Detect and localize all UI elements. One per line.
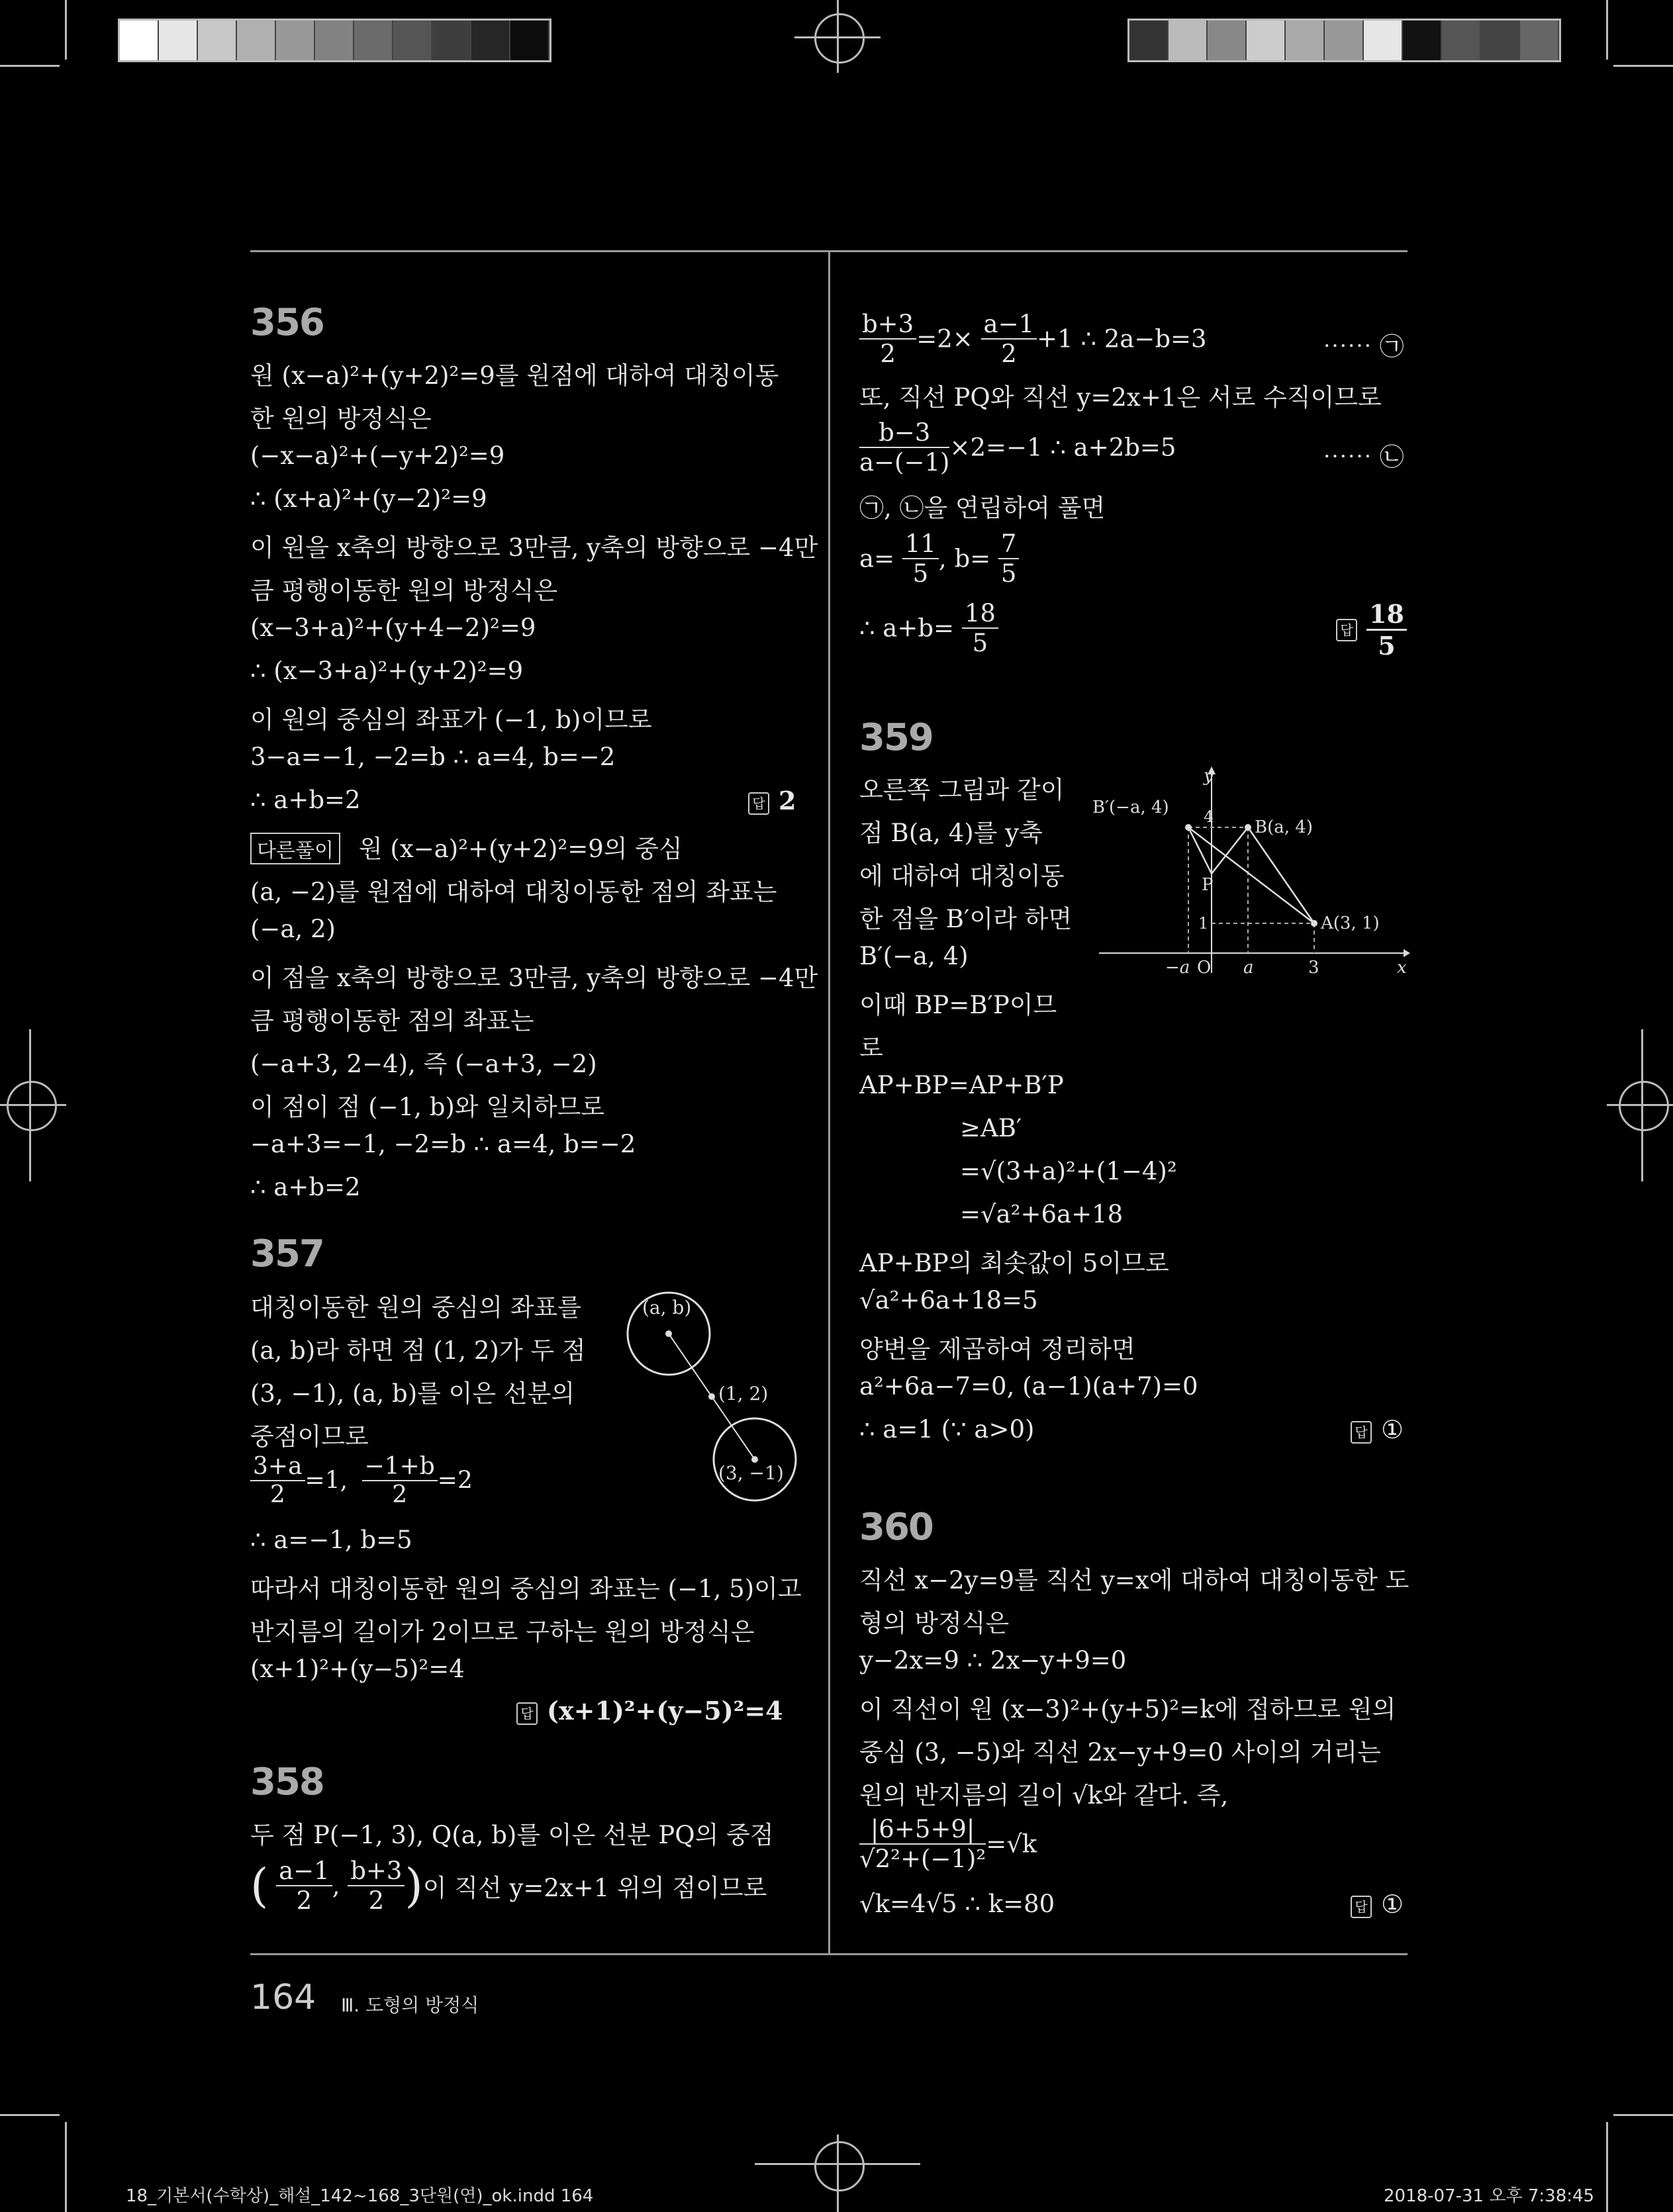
frac-end: =2 — [437, 1467, 473, 1495]
registration-mark-icon — [814, 13, 865, 64]
equation-mark: ⋯⋯ ㉡ — [1323, 443, 1404, 471]
frac-num: 11 — [902, 530, 939, 559]
frac-den: a−(−1) — [859, 448, 950, 477]
point-a — [1311, 920, 1317, 927]
text-line: (3, −1), (a, b)를 이은 선분의 — [250, 1379, 575, 1408]
text-line: 로 — [859, 1034, 883, 1062]
frac-num: |6+5+9| — [859, 1815, 986, 1845]
text-line: 원의 반지름의 길이 √k와 같다. 즉, — [859, 1781, 1229, 1810]
label-center-ab: (a, b) — [642, 1297, 692, 1318]
text-line: −a+3=−1, −2=b ∴ a=4, b=−2 — [250, 1130, 636, 1158]
registration-mark-icon — [1619, 1081, 1669, 1131]
text-line: y−2x=9 ∴ 2x−y+9=0 — [859, 1646, 1127, 1675]
label-p: P — [1202, 875, 1214, 895]
label-midpoint: (1, 2) — [718, 1383, 769, 1405]
answer-tag: 답 — [1351, 1421, 1372, 1444]
equation-358-2 — [859, 418, 1176, 477]
text-line: ∴ (x−3+a)²+(y+2)²=9 — [250, 657, 524, 685]
segment-b-prime-p — [1188, 827, 1212, 874]
sum-label: ∴ a+b= — [859, 614, 955, 643]
crop-mark — [1613, 65, 1673, 67]
label-one: 1 — [1198, 914, 1209, 933]
column-divider — [828, 252, 830, 1953]
label-b: B(a, 4) — [1255, 817, 1313, 837]
chapter-title: Ⅲ. 도형의 방정식 — [341, 1994, 479, 2016]
crop-mark — [755, 2163, 920, 2165]
frac-num: a−1 — [981, 310, 1037, 340]
text-line: 중심 (3, −5)와 직선 2x−y+9=0 사이의 거리는 — [859, 1738, 1381, 1767]
label-center-3-1: (3, −1) — [718, 1462, 784, 1484]
label-a: A(3, 1) — [1321, 913, 1380, 933]
crop-mark — [1606, 2122, 1608, 2212]
eq-mid: =2× — [916, 324, 973, 353]
timestamp: 2018-07-31 오후 7:38:45 — [1384, 2186, 1595, 2206]
crop-mark — [794, 36, 881, 38]
text-line: √a²+6a+18=5 — [859, 1286, 1038, 1314]
text-line: 직선 x−2y=9를 직선 y=x에 대하여 대칭이동한 도 — [859, 1566, 1410, 1594]
text-line: √k=4√5 ∴ k=80 — [859, 1890, 1055, 1918]
text-line: 에 대하여 대칭이동 — [859, 862, 1065, 890]
equation-line: AP+BP=AP+B′P — [859, 1071, 1064, 1099]
text-line: ㉠, ㉡을 연립하여 풀면 — [859, 494, 1106, 522]
fraction-equation-357 — [250, 1453, 473, 1508]
answer-357 — [516, 1696, 783, 1726]
frac-num: −1+b — [362, 1453, 438, 1481]
eq-tail: +1 ∴ 2a−b=3 — [1037, 324, 1207, 353]
grayscale-bar-right — [1127, 19, 1561, 62]
frac-den: 2 — [296, 1886, 312, 1915]
text-line: (x+1)²+(y−5)²=4 — [250, 1655, 465, 1683]
label-neg-a: −a — [1165, 958, 1190, 978]
segment-b-a — [1248, 827, 1314, 923]
center-point — [665, 1330, 672, 1337]
problem-number-359: 359 — [859, 716, 933, 759]
answer-value: 2 — [779, 786, 796, 815]
text-line: B′(−a, 4) — [859, 942, 969, 970]
alt-solution-line — [250, 829, 683, 864]
text-line: 따라서 대칭이동한 원의 중심의 좌표는 (−1, 5)이고 — [250, 1575, 802, 1603]
text-line: 한 점을 B′이라 하면 — [859, 905, 1073, 933]
grayscale-bar-left — [118, 19, 551, 62]
crop-mark — [0, 65, 60, 67]
frac-tail: =√k — [986, 1829, 1037, 1859]
label-origin: O — [1197, 958, 1212, 978]
text-line: AP+BP의 최솟값이 5이므로 — [859, 1249, 1169, 1277]
equation-line: =√a²+6a+18 — [960, 1200, 1123, 1228]
sol-b: , b= — [938, 544, 991, 573]
x-axis-label: x — [1397, 958, 1407, 978]
answer-den: 5 — [1378, 631, 1396, 661]
registration-mark-icon — [814, 2141, 865, 2191]
answer-359 — [1351, 1415, 1404, 1444]
text-line: 이 직선이 원 (x−3)²+(y+5)²=k에 접하므로 원의 — [859, 1695, 1396, 1724]
frac-mid: =1, — [305, 1467, 348, 1495]
label-four: 4 — [1204, 807, 1214, 826]
text-line: ∴ a=1 (∵ a>0) — [859, 1415, 1035, 1444]
text-line: a²+6a−7=0, (a−1)(a+7)=0 — [859, 1372, 1198, 1401]
text-line: 대칭이동한 원의 중심의 좌표를 — [250, 1293, 581, 1322]
text-line: 두 점 P(−1, 3), Q(a, b)를 이은 선분 PQ의 중점 — [250, 1821, 774, 1849]
text-line: 중점이므로 — [250, 1422, 369, 1451]
text-line: 큼 평행이동한 점의 좌표는 — [250, 1007, 534, 1035]
text-line: 이 점을 x축의 방향으로 3만큼, y축의 방향으로 −4만 — [250, 964, 818, 992]
text-line: 원 (x−a)²+(y+2)²=9의 중심 — [358, 835, 683, 863]
answer-tag: 답 — [1336, 619, 1357, 641]
text-line: 양변을 제곱하여 정리하면 — [859, 1335, 1135, 1363]
frac-den: 2 — [368, 1886, 385, 1915]
sum-358 — [859, 599, 998, 657]
frac-num: 3+a — [250, 1453, 305, 1481]
coordinate-figure-359 — [1092, 761, 1410, 980]
frac-num: 18 — [962, 599, 998, 629]
frac-den: 2 — [392, 1481, 408, 1508]
problem-number-356: 356 — [250, 301, 324, 344]
text-line: 3−a=−1, −2=b ∴ a=4, b=−2 — [250, 743, 616, 771]
text-line: 이때 BP=B′P이므 — [859, 991, 1057, 1019]
solution-358 — [859, 530, 1019, 588]
text-line: 점 B(a, 4)를 y축 — [859, 819, 1043, 847]
registration-mark-icon — [7, 1081, 57, 1131]
y-axis-label: y — [1204, 766, 1214, 786]
answer-value: (x+1)²+(y−5)²=4 — [547, 1696, 783, 1726]
text-line: 이 점이 점 (−1, b)와 일치하므로 — [250, 1093, 605, 1121]
answer-value: ① — [1381, 1415, 1404, 1444]
sol-a: a= — [859, 544, 895, 573]
text-line: 원 (x−a)²+(y+2)²=9를 원점에 대하여 대칭이동 — [250, 361, 779, 390]
equation-mark: ⋯⋯ ㉠ — [1323, 332, 1404, 361]
circle-figure-357 — [616, 1284, 801, 1509]
midpoint-expression: ( $\frac{a-1}{2}$ , $\frac{b+3}{2}$ )이 직선 y=2x+1 위의 점이므로 — [250, 1857, 767, 1915]
answer-tag: 답 — [516, 1702, 538, 1725]
text-line: 또, 직선 PQ와 직선 y=2x+1은 서로 수직이므로 — [859, 383, 1382, 412]
text-line: (a, −2)를 원점에 대하여 대칭이동한 점의 좌표는 — [250, 878, 777, 906]
text-line: (a, b)라 하면 점 (1, 2)가 두 점 — [250, 1336, 586, 1365]
frac-num: b+3 — [859, 310, 916, 340]
crop-mark — [65, 2122, 67, 2212]
text-line: 반지름의 길이가 2이므로 구하는 원의 방정식은 — [250, 1618, 755, 1646]
text-line: 이 원의 중심의 좌표가 (−1, b)이므로 — [250, 706, 652, 734]
answer-356 — [748, 786, 796, 815]
text-line: ∴ (x+a)²+(y−2)²=9 — [250, 484, 487, 513]
crop-mark — [1613, 2114, 1673, 2116]
frac-den: 2 — [1001, 340, 1017, 368]
answer-360 — [1351, 1890, 1404, 1919]
crop-mark — [0, 1104, 66, 1106]
text-line: (−a, 2) — [250, 915, 336, 943]
frac-num: a−1 — [276, 1857, 332, 1886]
text-line: 이 원을 x축의 방향으로 3만큼, y축의 방향으로 −4만 — [250, 533, 818, 562]
text-line: (−a+3, 2−4), 즉 (−a+3, −2) — [250, 1050, 597, 1078]
page-number: 164 — [250, 1978, 316, 2017]
text-line: ∴ a+b=2 — [250, 1173, 361, 1201]
answer-358 — [1336, 599, 1407, 661]
text-line: (−x−a)²+(−y+2)²=9 — [250, 441, 505, 470]
frac-den: 5 — [912, 559, 929, 588]
problem-number-357: 357 — [250, 1232, 324, 1275]
frac-den: 5 — [1000, 559, 1017, 588]
frac-num: b−3 — [859, 418, 949, 448]
midpoint — [708, 1393, 715, 1400]
frac-den: √2²+(−1)² — [859, 1845, 986, 1873]
point-b — [1245, 824, 1251, 831]
label-three: 3 — [1308, 958, 1319, 978]
problem-number-358: 358 — [250, 1761, 324, 1804]
x-axis-arrow-icon — [1404, 949, 1410, 957]
equation-358-1 — [859, 310, 1207, 368]
distance-fraction-360 — [859, 1815, 1037, 1873]
eq-tail: ×2=−1 ∴ a+2b=5 — [949, 433, 1176, 462]
answer-tag: 답 — [748, 792, 769, 815]
frac-den: 2 — [269, 1481, 285, 1508]
frac-num: b+3 — [348, 1857, 405, 1886]
text-line: ∴ a=−1, b=5 — [250, 1526, 412, 1554]
text-line: 큼 평행이동한 원의 방정식은 — [250, 576, 558, 605]
alt-solution-tag: 다른풀이 — [250, 833, 340, 864]
crop-mark — [837, 2135, 839, 2212]
answer-num: 18 — [1366, 599, 1407, 631]
text-line: 오른쪽 그림과 같이 — [859, 776, 1065, 804]
answer-value: ① — [1381, 1890, 1404, 1919]
point-b-prime — [1185, 824, 1192, 831]
text-line: 이 직선 y=2x+1 위의 점이므로 — [422, 1874, 767, 1902]
answer-tag: 답 — [1351, 1896, 1372, 1918]
frac-den: 2 — [880, 340, 896, 368]
equation-line: =√(3+a)²+(1−4)² — [960, 1157, 1177, 1185]
frac-den: 5 — [972, 629, 988, 657]
equation-line: ≥AB′ — [960, 1114, 1022, 1142]
text-line: ∴ a+b=2 — [250, 786, 361, 814]
problem-number-360: 360 — [859, 1506, 933, 1549]
crop-mark — [1606, 0, 1608, 60]
crop-mark — [65, 0, 67, 60]
label-b-prime: B′(−a, 4) — [1092, 798, 1169, 817]
bottom-rule — [250, 1953, 1408, 1955]
segment-b-p — [1212, 827, 1248, 874]
frac-num: 7 — [998, 530, 1020, 559]
label-a-tick: a — [1243, 958, 1254, 978]
text-line: 형의 방정식은 — [859, 1609, 1010, 1637]
text-line: 한 원의 방정식은 — [250, 404, 432, 433]
crop-mark — [1607, 1104, 1673, 1106]
text-line: (x−3+a)²+(y+4−2)²=9 — [250, 614, 536, 642]
crop-mark — [0, 2114, 60, 2116]
file-info: 18_기본서(수학상)_해설_142~168_3단원(연)_ok.indd 164 — [126, 2186, 594, 2206]
